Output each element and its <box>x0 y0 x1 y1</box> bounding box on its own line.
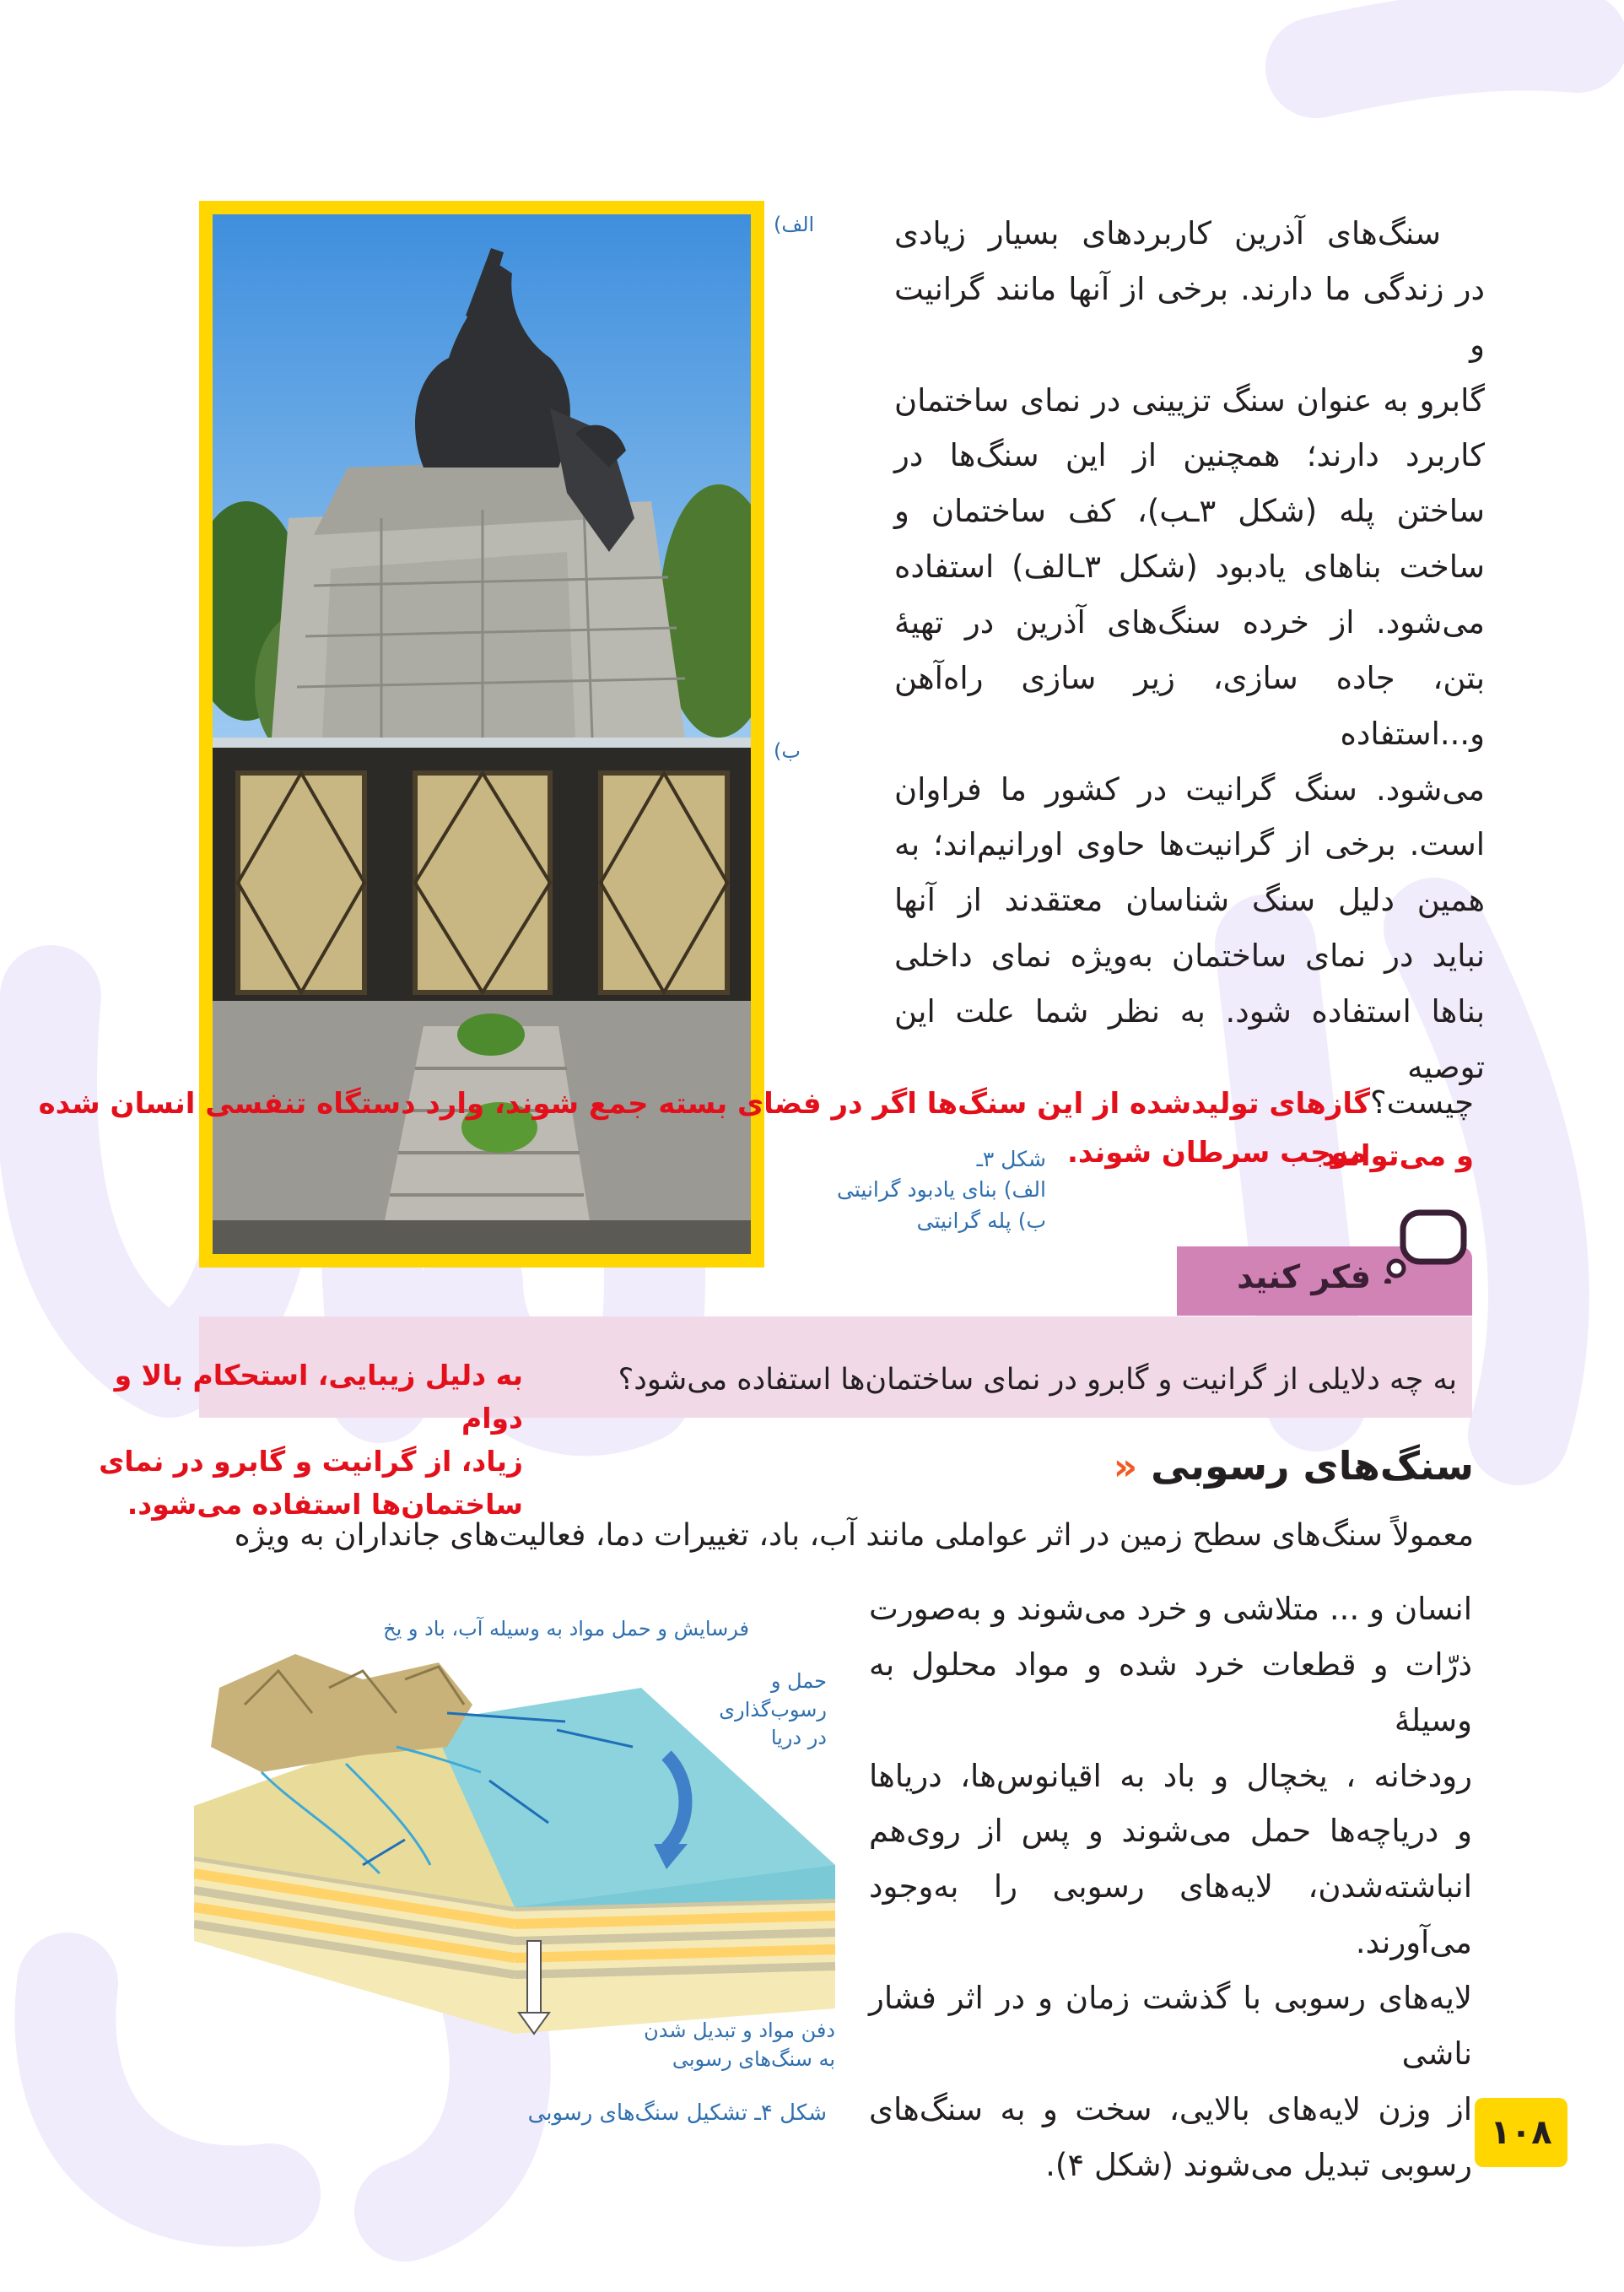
double-chevron-icon: « <box>1113 1446 1138 1489</box>
paragraph-line: لایه‌های رسوبی با گذشت زمان و در اثر فشار ناشی <box>869 1980 1472 2072</box>
diagram-label-line: در دریا <box>770 1726 827 1750</box>
caption-title: شکل ۳ـ <box>976 1147 1046 1171</box>
paragraph-line: و دریاچه‌ها حمل می‌شوند و پس از روی‌هم <box>869 1813 1472 1850</box>
paragraph-line: از وزن لایه‌های بالایی، سخت و به سنگ‌های <box>869 2090 1472 2127</box>
answer-line-2: موجب سرطان شوند. <box>1066 1136 1367 1170</box>
paragraph-line: انباشته‌شدن، لایه‌های رسوبی را به‌وجود می‌آورند. <box>869 1868 1472 1961</box>
paragraph-sedimentary <box>869 1581 1472 2192</box>
monument-photo <box>213 214 751 738</box>
paragraph-line: سنگ‌های آذرین کاربردهای بسیار زیادی <box>894 215 1441 251</box>
thought-bubble-icon <box>1384 1208 1477 1284</box>
paragraph-line: بتن، جاده سازی، زیر سازی راه‌آهن و...استفاده <box>894 659 1485 752</box>
paragraph-line: می‌شود. سنگ گرانیت در کشور ما فراوان <box>894 770 1485 808</box>
think-title: فکر کنید <box>1237 1258 1371 1295</box>
paragraph-line: ساختن پله (شکل ۳ـب)، کف ساختمان و <box>894 493 1485 530</box>
paragraph-line: انسان و ... متلاشی و خرد می‌شوند و به‌صورت <box>869 1591 1472 1627</box>
diagram-label-line: به سنگ‌های رسوبی <box>672 2046 835 2071</box>
think-answer-line: به دلیل زیبایی، استحکام بالا و دوام <box>114 1359 523 1435</box>
think-answer-line: ساختمان‌ها استفاده می‌شود. <box>127 1488 523 1522</box>
question-end: چیست؟ <box>1369 1084 1474 1121</box>
image-label-a: الف) <box>774 213 815 236</box>
think-answer <box>51 1354 523 1527</box>
diagram-label-line: دفن مواد و تبدیل شدن <box>644 2019 835 2042</box>
diagram-label-line: حمل و رسوب‌گذاری <box>719 1669 827 1722</box>
paragraph-line: کاربرد دارند؛ همچنین از این سنگ‌ها در <box>894 437 1485 474</box>
paragraph-line: است. برخی از گرانیت‌ها حاوی اورانیم‌اند؛ به <box>894 826 1485 863</box>
paragraph-line: رودخانه ، یخچال و باد به اقیانوس‌ها، دریاها <box>869 1757 1472 1794</box>
image-label-b: ب) <box>774 739 801 763</box>
diagram-label-deposit <box>692 1668 827 1753</box>
caption-line: ب) پله گرانیتی <box>916 1208 1046 1233</box>
section-title-text: سنگ‌های رسوبی <box>1151 1443 1474 1489</box>
paragraph-line: نباید در نمای ساختمان به‌ویژه نمای داخلی <box>894 938 1485 975</box>
paragraph-line: ذرّات و قطعات خرد شده و مواد محلول به وسیلهٔ <box>869 1646 1472 1738</box>
page-number: ۱۰۸ <box>1475 2098 1567 2167</box>
paragraph-line: ساخت بناهای یادبود (شکل ۳ـالف) استفاده <box>894 549 1485 586</box>
paragraph-sedimentary-first: معمولاً سنگ‌های سطح زمین در اثر عواملی مانند آب، باد، تغییرات دما، فعالیت‌های جانداران به ویژه <box>234 1518 1474 1553</box>
paragraph-line: بناها استفاده شود. به نظر شما علت این توصیه <box>894 993 1485 1085</box>
paragraph-igneous <box>894 206 1485 1095</box>
paragraph-line: در زندگی ما دارند. برخی از آنها مانند گرانیت و <box>894 270 1485 363</box>
think-question: به چه دلایلی از گرانیت و گابرو در نمای ساختمان‌ها استفاده می‌شود؟ <box>618 1363 1457 1397</box>
diagram-label-burial <box>607 2017 835 2073</box>
figure-3-caption <box>776 1144 1046 1236</box>
paragraph-line: رسوبی تبدیل می‌شوند (شکل ۴). <box>1045 2146 1472 2183</box>
think-answer-line: زیاد، از گرانیت و گابرو در نمای <box>99 1445 523 1478</box>
paragraph-line: همین دلیل سنگ شناسان معتقدند از آنها <box>894 882 1485 919</box>
figure-4-caption: شکل ۴ـ تشکیل سنگ‌های رسوبی <box>527 2100 827 2126</box>
diagram-label-erosion: فرسایش و حمل مواد به وسیله آب، باد و یخ <box>383 1617 749 1641</box>
section-title <box>1114 1443 1474 1489</box>
caption-line: الف) بنای یادبود گرانیتی <box>837 1177 1046 1203</box>
paragraph-line: گابرو به عنوان سنگ تزیینی در نمای ساختمان <box>894 381 1485 419</box>
answer-line-1: گازهای تولیدشده از این سنگ‌ها اگر در فضای بسته جمع شوند، وارد دستگاه تنفسی انسان شده و می‌توانند <box>38 1087 1474 1173</box>
think-header <box>1177 1246 1472 1316</box>
paragraph-line: می‌شود. از خرده سنگ‌های آذرین در تهیهٔ <box>894 604 1485 641</box>
